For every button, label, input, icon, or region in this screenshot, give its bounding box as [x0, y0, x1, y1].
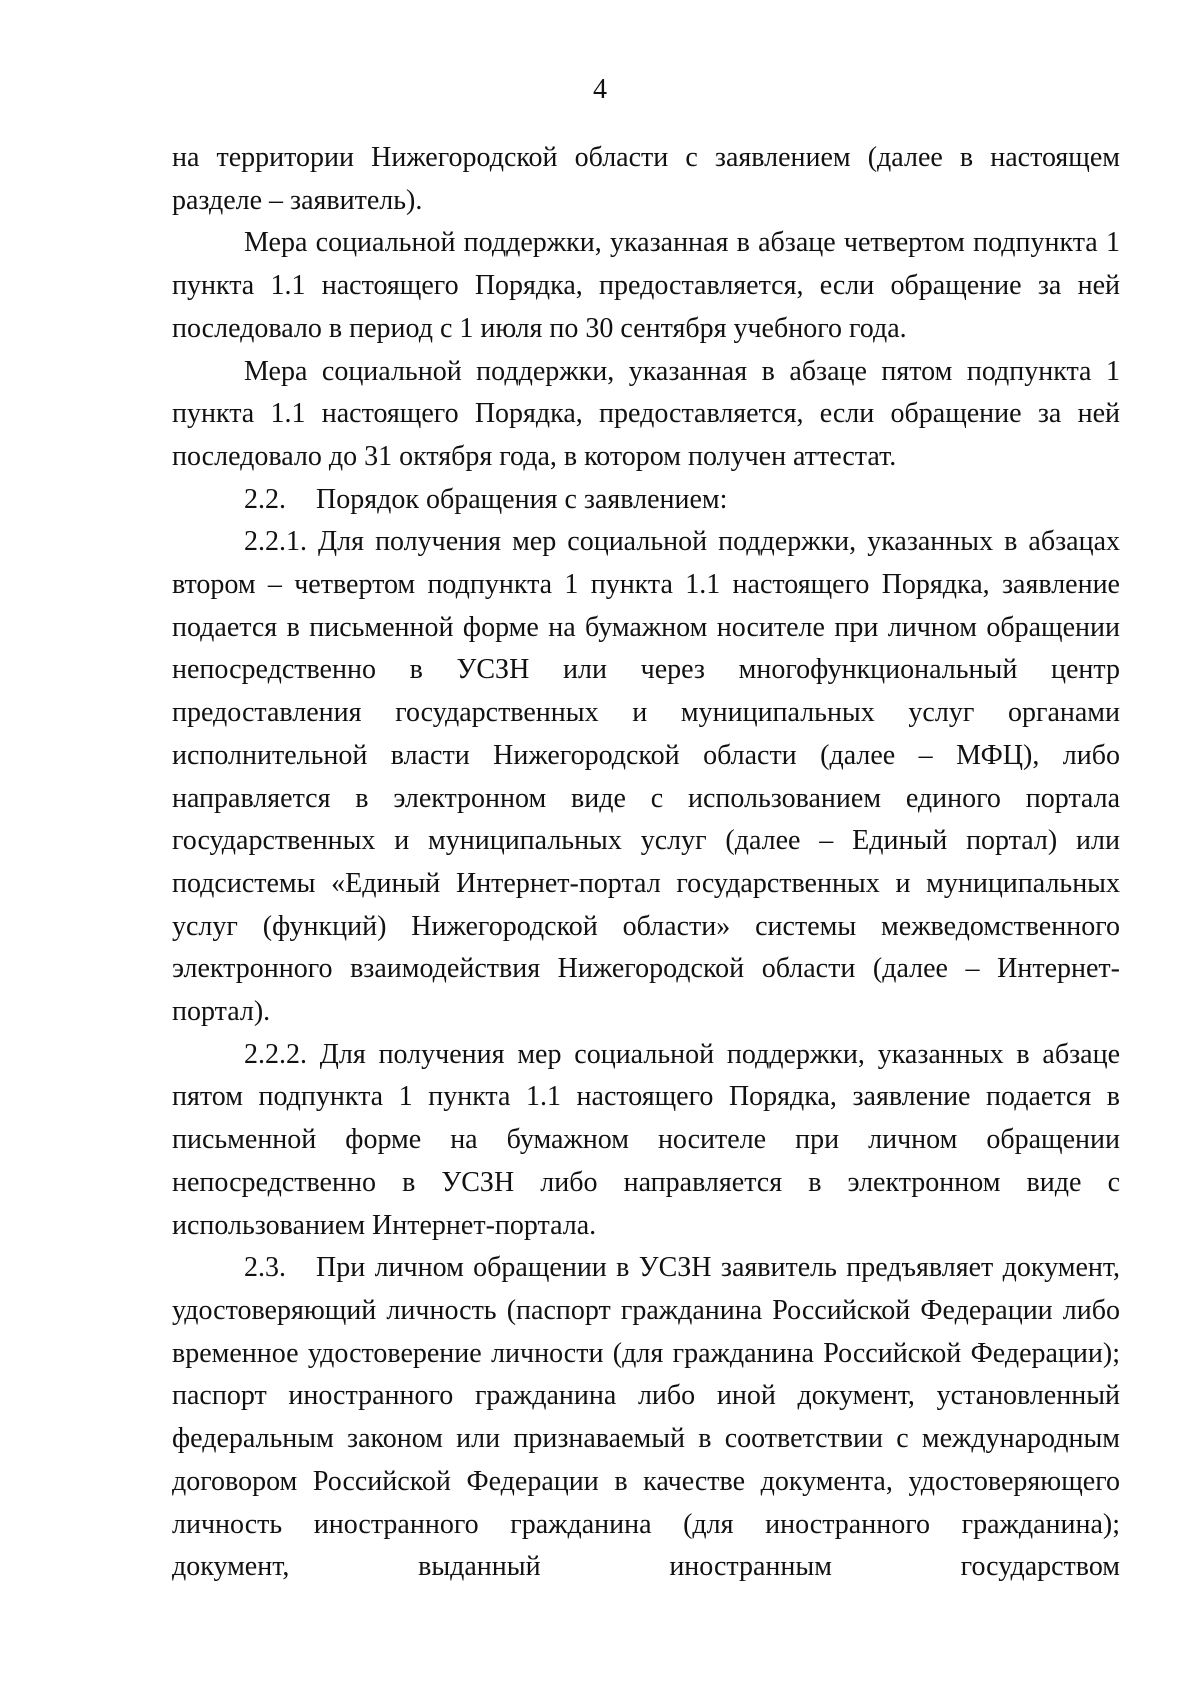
- document-body: [172, 137, 1120, 1589]
- page-number: 4: [593, 74, 607, 105]
- paragraph-2-2-2: 2.2.2. Для получения мер социальной поддержки, указанных в абзаце пятом подпункта 1 пункта 1.1 настоящего Порядка, заявление подается в письменной форме на бумажном носителе при личном обращении непосредственно в УСЗН либо направляется в электронном виде с использованием Интернет-портала.: [172, 1038, 1120, 1241]
- paragraph-measure-fifth-abzac: Мера социальной поддержки, указанная в абзаце пятом подпункта 1 пункта 1.1 настоящего Порядка, предоставляется, если обращение за ней последовало до 31 октября года, в котором получен аттестат.: [172, 355, 1120, 472]
- clause-number: 2.3.: [244, 1252, 286, 1284]
- clause-text: При личном обращении в УСЗН заявитель предъявляет документ, удостоверяющий личность (паспорт гражданина Российской Федерации либо временное удостоверение личности (для гражданина Российской Федерации); паспорт иностранного гражданина либо иной документ, установленный федеральным законом или признаваемый в соответствии с международным договором Российской Федерации в качестве документа, удостоверяющего личность иностранного гражданина (для иностранного гражданина); документ, выданный иностранным государством: [172, 1252, 1120, 1583]
- clause-text: Порядок обращения с заявлением:: [316, 483, 728, 515]
- paragraph-continuation: на территории Нижегородской области с заявлением (далее в настоящем разделе – заявитель).: [172, 142, 1120, 216]
- clause-number: 2.2.: [244, 483, 286, 515]
- paragraph-measure-fourth-abzac: Мера социальной поддержки, указанная в абзаце четвертом подпункта 1 пункта 1.1 настоящего Порядка, предоставляется, если обращение за ней последовало в период с 1 июля по 30 сентября учебного года.: [172, 227, 1120, 344]
- paragraph-2-3: [172, 1247, 1120, 1589]
- paragraph-2-2-1: 2.2.1. Для получения мер социальной поддержки, указанных в абзацах втором – четвертом подпункта 1 пункта 1.1 настоящего Порядка, заявление подается в письменной форме на бумажном носителе при личном обращении непосредственно в УСЗН или через многофункциональный центр предоставления государственных и муниципальных услуг органами исполнительной власти Нижегородской области (далее – МФЦ), либо направляется в электронном виде с использованием единого портала государственных и муниципальных услуг (далее – Единый портал) или подсистемы «Единый Интернет-портал государственных и муниципальных услуг (функций) Нижегородской области» системы межведомственного электронного взаимодействия Нижегородской области (далее – Интернет-портал).: [172, 526, 1120, 1028]
- paragraph-2-2: [172, 479, 1120, 522]
